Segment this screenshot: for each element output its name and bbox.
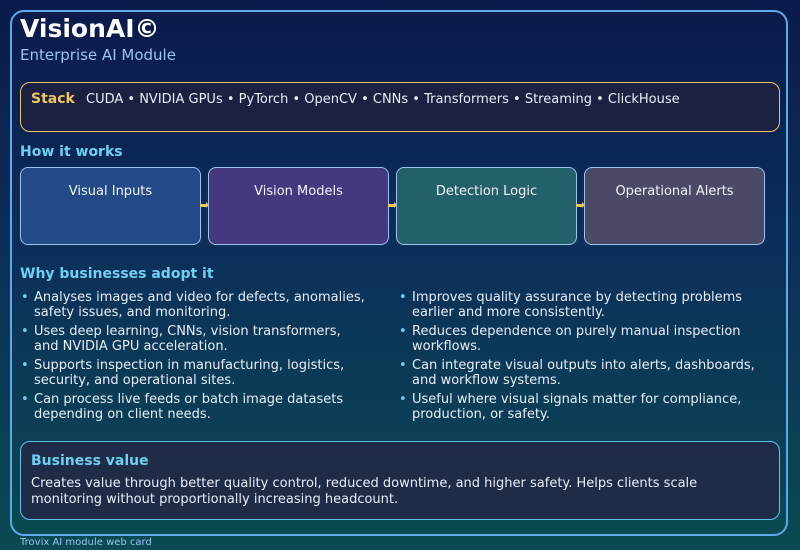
step-detection-logic: Detection Logic (396, 167, 577, 245)
list-item: • Can integrate visual outputs into alerts, dashboards, and workflow systems. (399, 358, 755, 388)
business-value-panel (20, 441, 780, 520)
bullet-icon: • (399, 290, 407, 305)
stack-list: CUDA • NVIDIA GPUs • PyTorch • OpenCV • CNNs • Transformers • Streaming • ClickHouse (86, 92, 680, 107)
list-item: • Useful where visual signals matter for compliance, production, or safety. (399, 392, 742, 422)
page-title: VisionAI© (20, 14, 160, 43)
page-subtitle: Enterprise AI Module (20, 46, 176, 64)
footer-caption: Trovix AI module web card (20, 537, 152, 548)
bullet-icon: • (21, 290, 29, 305)
step-operational-alerts: Operational Alerts (584, 167, 765, 245)
flow-arrow-icon (576, 204, 583, 207)
bullet-icon: • (21, 358, 29, 373)
business-value-text: Creates value through better quality control, reduced downtime, and higher safety. Helps clients scale monitoring without proportionally increasing headcount. (31, 476, 698, 507)
bullet-icon: • (399, 324, 407, 339)
stack-label: Stack (31, 91, 75, 107)
list-item: • Analyses images and video for defects, anomalies, safety issues, and monitoring. (21, 290, 365, 320)
bullet-icon: • (399, 392, 407, 407)
list-item: • Supports inspection in manufacturing, logistics, security, and operational sites. (21, 358, 345, 388)
how-it-works-heading: How it works (20, 144, 123, 160)
list-item: • Can process live feeds or batch image datasets depending on client needs. (21, 392, 344, 422)
list-item: • Reduces dependence on purely manual inspection workflows. (399, 324, 741, 354)
benefits-list-right (398, 290, 768, 426)
list-item: • Improves quality assurance by detecting problems earlier and more consistently. (399, 290, 743, 320)
step-visual-inputs: Visual Inputs (20, 167, 201, 245)
bullet-icon: • (399, 358, 407, 373)
flow-arrow-icon (200, 204, 207, 207)
why-adopt-heading: Why businesses adopt it (20, 266, 214, 282)
benefits-list-left (20, 290, 365, 426)
stack-panel (20, 82, 780, 132)
flow-arrow-icon (388, 204, 395, 207)
bullet-icon: • (21, 324, 29, 339)
list-item: • Uses deep learning, CNNs, vision transformers, and NVIDIA GPU acceleration. (21, 324, 341, 354)
bullet-icon: • (21, 392, 29, 407)
business-value-heading: Business value (31, 453, 149, 469)
step-vision-models: Vision Models (208, 167, 389, 245)
